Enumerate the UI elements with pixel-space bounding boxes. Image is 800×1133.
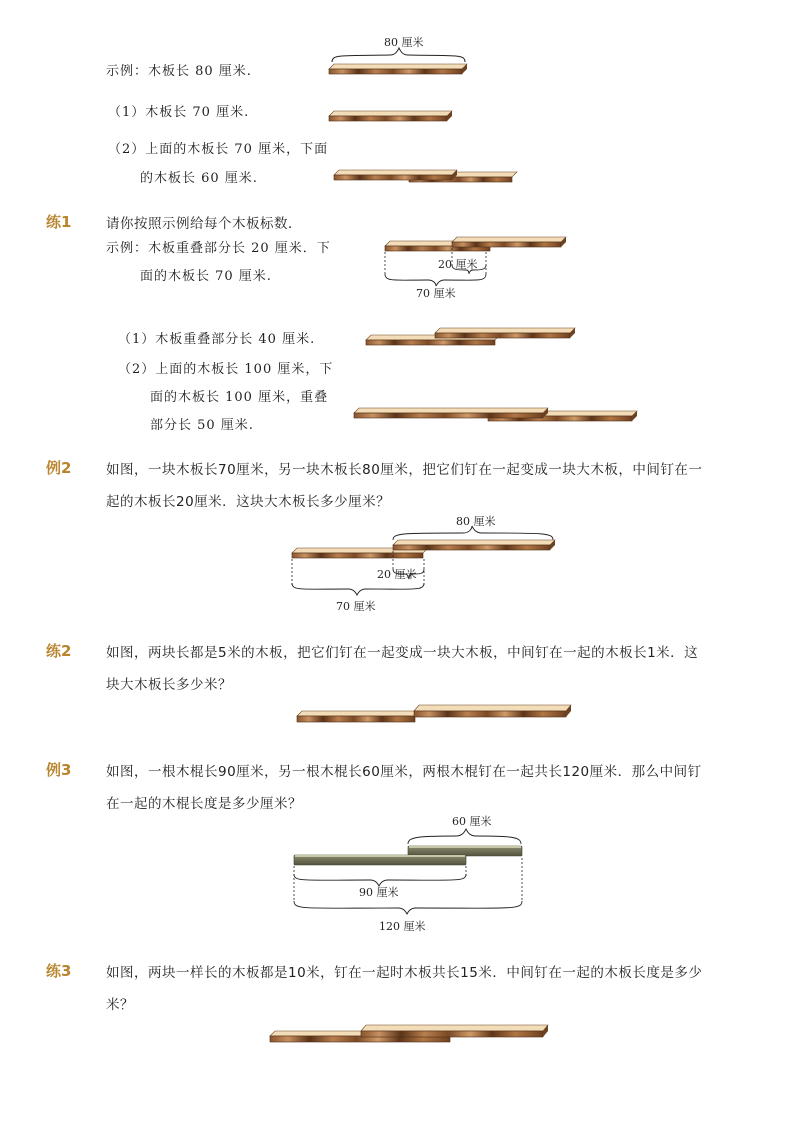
practice3-boards xyxy=(270,1025,548,1042)
example2-line2: 起的木板长20厘米．这块大木板长多少厘米？ xyxy=(106,494,391,510)
practice1-item-2-line1: （2）上面的木板长 100 厘米，下 xyxy=(118,362,334,377)
example3-line1: 如图，一根木棍长90厘米，另一根木棍长60厘米，两根木棍钉在一起共长120厘米．那么中间钉 xyxy=(106,764,702,780)
example2-dim-70: 70 厘米 xyxy=(336,600,376,613)
practice3-line2: 米？ xyxy=(106,997,134,1013)
practice1-sample-line1: 示例：木板重叠部分长 20 厘米．下 xyxy=(106,241,331,256)
intro-item-2-line2: 的木板长 60 厘米. xyxy=(140,171,258,186)
example2-dim-80: 80 厘米 xyxy=(456,515,496,528)
practice2-line2: 块大木板长多少米？ xyxy=(106,677,232,693)
practice1-item-2-line2: 面的木板长 100 厘米，重叠 xyxy=(150,390,329,405)
example3-label: 例3 xyxy=(46,761,72,779)
example3-line2: 在一起的木棍长度是多少厘米？ xyxy=(106,796,302,812)
practice2-line1: 如图，两块长都是5米的木板，把它们钉在一起变成一块大木板，中间钉在一起的木板长1米．这 xyxy=(106,645,699,661)
example2-line1: 如图，一块木板长70厘米，另一块木板长80厘米，把它们钉在一起变成一块大木板，中间钉在一 xyxy=(106,462,703,478)
sample-text: 示例：木板长 80 厘米. xyxy=(106,64,252,79)
practice3-label: 练3 xyxy=(46,962,72,980)
example2-dim-20: 20 厘米 xyxy=(377,568,417,581)
example3-dim-60: 60 厘米 xyxy=(452,815,492,828)
practice1-dim-70: 70 厘米 xyxy=(416,287,456,300)
example3-dim-120: 120 厘米 xyxy=(379,920,426,933)
practice1-item-1: （1）木板重叠部分长 40 厘米. xyxy=(118,332,316,347)
practice3-line1: 如图，两块一样长的木板都是10米，钉在一起时木板共长15米．中间钉在一起的木板长度是多少 xyxy=(106,965,703,981)
intro-item-2-line1: （2）上面的木板长 70 厘米，下面 xyxy=(108,142,329,157)
practice1-dim-20: 20 厘米 xyxy=(438,258,478,271)
example3-dim-90: 90 厘米 xyxy=(359,886,399,899)
practice1-item-2-line3: 部分长 50 厘米. xyxy=(150,418,254,433)
example2-label: 例2 xyxy=(46,459,72,477)
practice1-label: 练1 xyxy=(46,213,72,231)
dim-80: 80 厘米 xyxy=(384,36,424,49)
intro-item-1: （1）木板长 70 厘米. xyxy=(108,105,250,120)
practice2-label: 练2 xyxy=(46,642,72,660)
practice1-prompt: 请你按照示例给每个木板标数． xyxy=(106,216,302,232)
practice1-sample-line2: 面的木板长 70 厘米. xyxy=(140,269,272,284)
